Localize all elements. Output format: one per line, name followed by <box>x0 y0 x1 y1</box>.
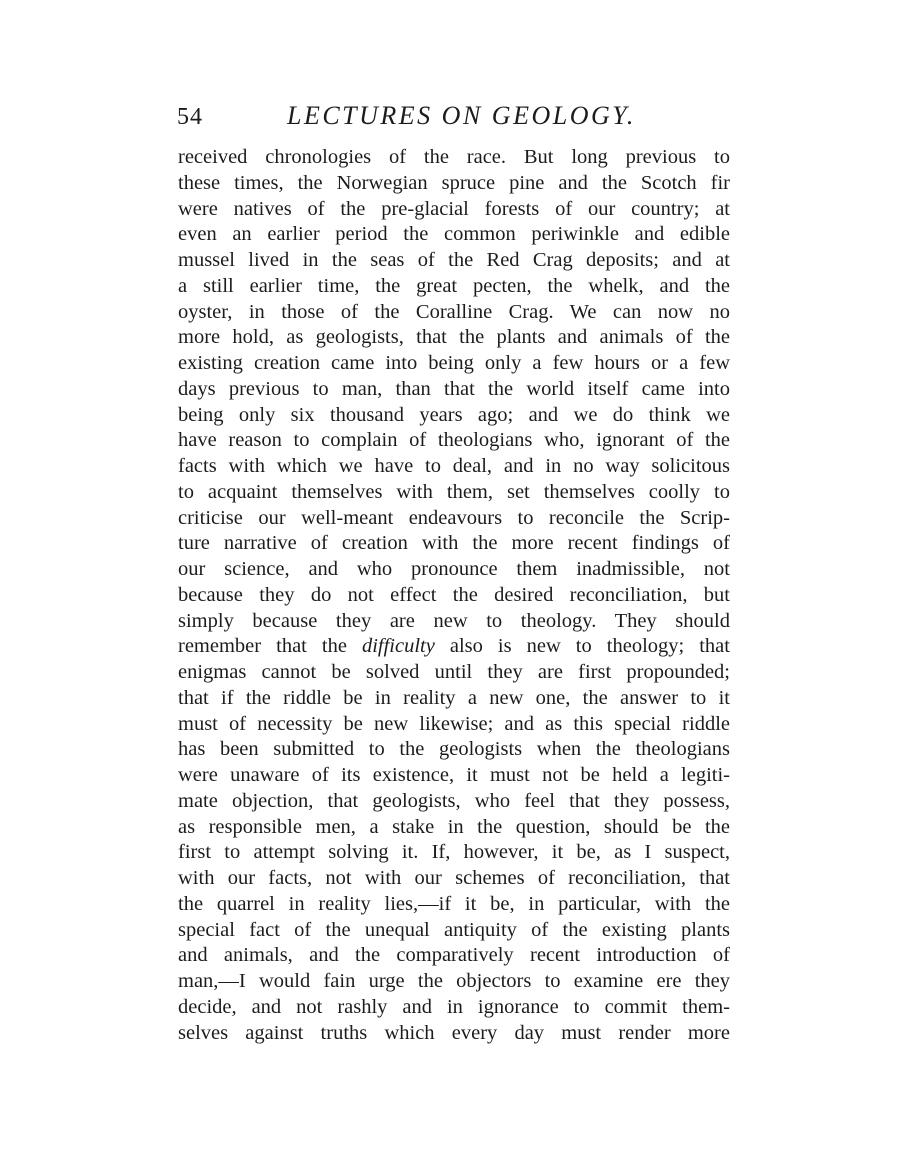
text-line: first to attempt solving it. If, however, it be, as I suspect, <box>178 841 730 864</box>
text-line: were natives of the pre-glacial forests of our country; at <box>178 197 730 220</box>
running-head-title: LECTURES ON GEOLOGY. <box>287 101 636 130</box>
text-line: with our facts, not with our schemes of reconciliation, that <box>178 867 730 889</box>
text-line: mussel lived in the seas of the Red Crag deposits; and at <box>178 249 730 271</box>
text-line: man,—I would fain urge the objectors to examine ere they <box>178 970 730 992</box>
text-line: simply because they are new to theology. They should <box>178 609 730 632</box>
emphasized-word: difficulty <box>361 635 435 658</box>
text-line: these times, the Norwegian spruce pine and the Scotch fir <box>178 171 730 194</box>
page-number: 54 <box>177 104 203 130</box>
text-line: the quarrel in reality lies,—if it be, in particular, with the <box>178 892 730 915</box>
text-line: have reason to complain of theologians who, ignorant of the <box>178 429 730 452</box>
line-text-after: also is new to theology; that <box>434 635 730 658</box>
text-line <box>178 634 730 660</box>
line-text-before: remember that the <box>178 635 362 658</box>
text-line: were unaware of its existence, it must not be held a legiti- <box>178 764 730 786</box>
text-line: received chronologies of the race. But long previous to <box>178 146 730 168</box>
text-line: ture narrative of creation with the more recent findings of <box>178 532 730 555</box>
text-line: to acquaint themselves with them, set themselves coolly to <box>178 480 730 503</box>
text-line: being only six thousand years ago; and we do think we <box>178 403 730 426</box>
text-line: even an earlier period the common periwinkle and edible <box>178 223 730 246</box>
text-line: more hold, as geologists, that the plants and animals of the <box>178 326 730 349</box>
text-line: must of necessity be new likewise; and as this special riddle <box>178 712 730 735</box>
text-line: decide, and not rashly and in ignorance to commit them- <box>178 995 730 1018</box>
text-line: enigmas cannot be solved until they are first propounded; <box>178 661 730 683</box>
text-line: because they do not effect the desired reconciliation, but <box>178 583 730 606</box>
text-line: oyster, in those of the Coralline Crag. We can now no <box>178 300 730 323</box>
text-line: our science, and who pronounce them inadmissible, not <box>178 558 730 580</box>
text-line: existing creation came into being only a few hours or a few <box>178 352 730 374</box>
text-line: selves against truths which every day must render more <box>178 1021 730 1044</box>
text-line: criticise our well-meant endeavours to reconcile the Scrip- <box>178 506 730 529</box>
text-line: that if the riddle be in reality a new one, the answer to it <box>178 686 730 709</box>
text-line: as responsible men, a stake in the question, should be the <box>178 815 730 838</box>
text-line: special fact of the unequal antiquity of the existing plants <box>178 918 730 941</box>
text-line: and animals, and the comparatively recent introduction of <box>178 944 730 967</box>
text-line: mate objection, that geologists, who feel that they possess, <box>178 789 730 812</box>
text-line: has been submitted to the geologists when the theologians <box>178 738 730 761</box>
text-line: a still earlier time, the great pecten, the whelk, and the <box>178 274 730 297</box>
text-line: facts with which we have to deal, and in no way solicitous <box>178 455 730 477</box>
text-line: days previous to man, than that the world itself came into <box>178 377 730 400</box>
body-text <box>178 145 730 1046</box>
